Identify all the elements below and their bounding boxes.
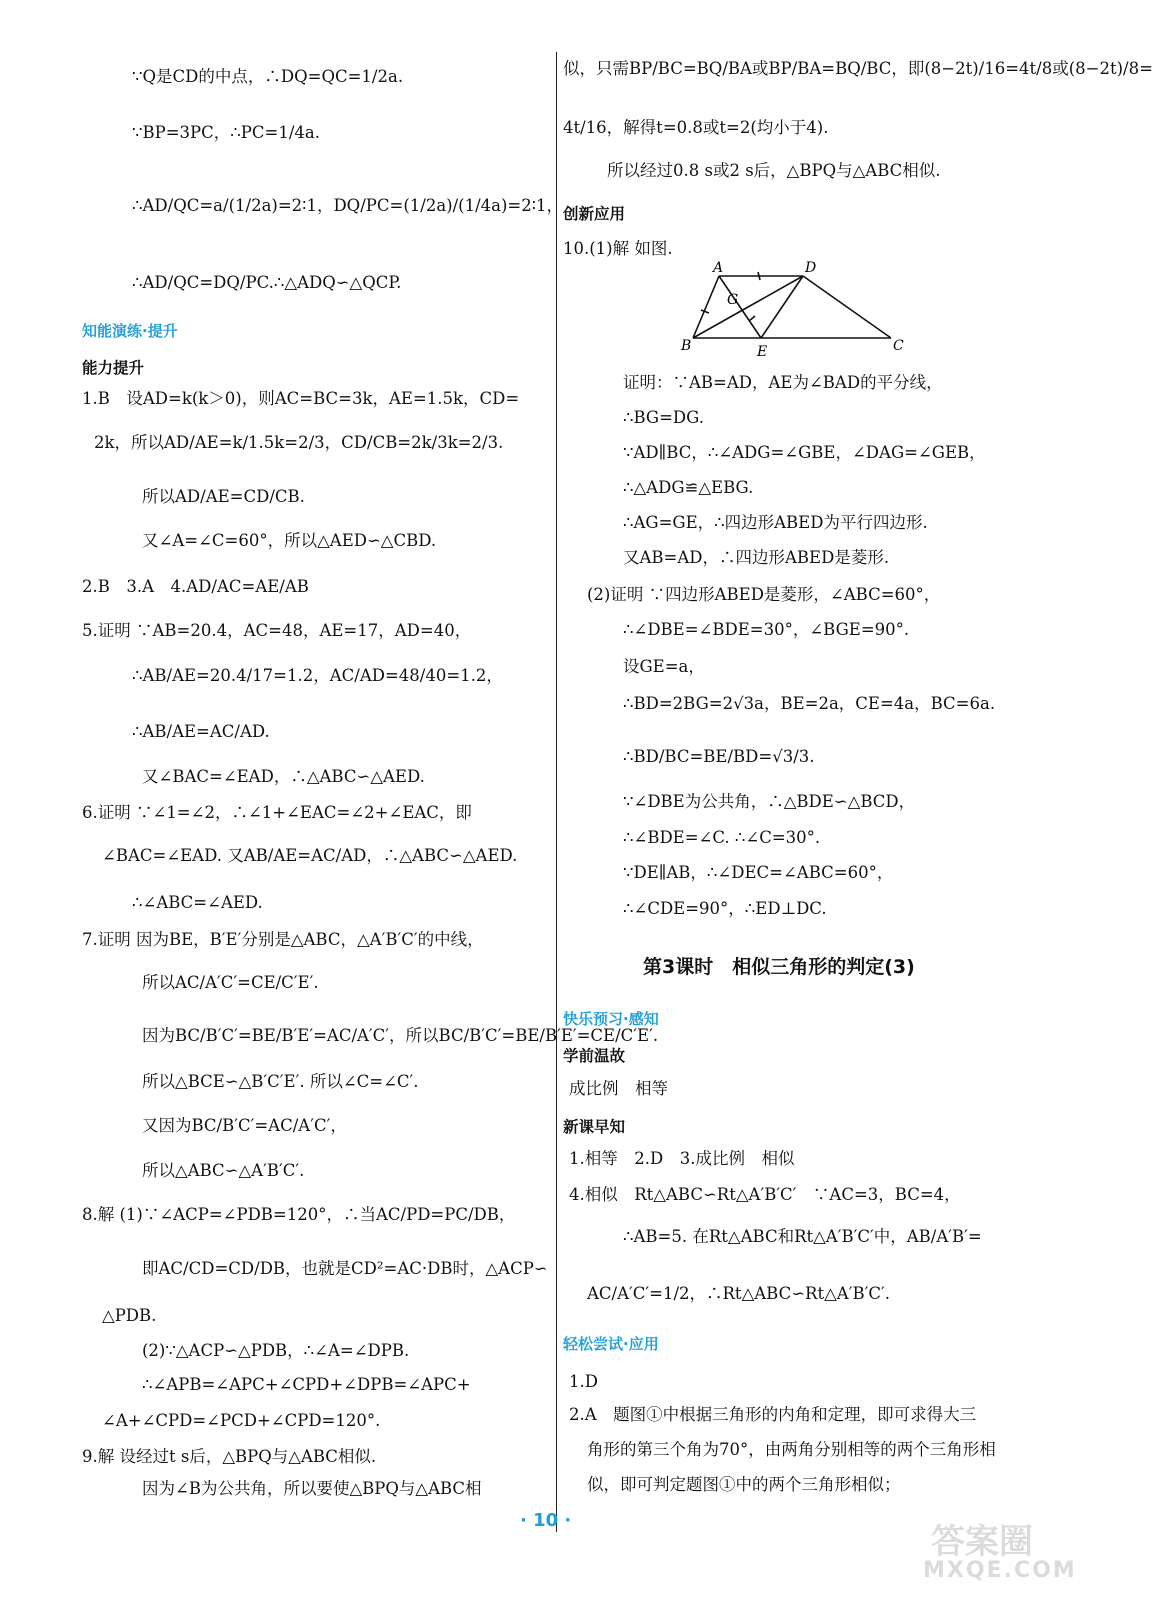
segment-ab xyxy=(693,276,719,338)
section-banner: 轻松尝试·应用 xyxy=(563,1335,659,1353)
label-b: B xyxy=(681,338,692,354)
text-line: 似，只需BP/BC=BQ/BA或BP/BA=BQ/BC，即(8−2t)/16=4t/8或(8−2t)/8= xyxy=(563,59,1153,78)
text-line: 1.B 设AD=k(k＞0)，则AC=BC=3k，AE=1.5k，CD= xyxy=(82,389,520,408)
text-line: ∴BG=DG. xyxy=(623,408,705,427)
subsection-heading: 能力提升 xyxy=(82,359,145,377)
text-line: ∠BAC=∠EAD. 又AB/AE=AC/AD，∴△ABC∽△AED. xyxy=(102,846,518,865)
text-line: ∴AB/AE=20.4/17=1.2，AC/AD=48/40=1.2， xyxy=(132,666,503,685)
text-line: 又∠A=∠C=60°，所以△AED∽△CBD. xyxy=(142,531,437,550)
section-banner: 知能演练·提升 xyxy=(82,322,178,340)
text-line: 4.相似 Rt△ABC∽Rt△A′B′C′ ∵AC=3，BC=4， xyxy=(569,1185,961,1204)
text-line: ∴AD/QC=DQ/PC.∴△ADQ∽△QCP. xyxy=(132,273,402,292)
text-line: ∴BD=2BG=2√3a，BE=2a，CE=4a，BC=6a. xyxy=(623,694,996,713)
text-line: ∴AB=5. 在Rt△ABC和Rt△A′B′C′中，AB/A′B′= xyxy=(623,1227,982,1246)
text-line: 因为BC/B′C′=BE/B′E′=AC/A′C′，所以BC/B′C′=BE/B′E′=CE/C′E′. xyxy=(142,1026,659,1045)
text-line: AC/A′C′=1/2，∴Rt△ABC∽Rt△A′B′C′. xyxy=(587,1284,890,1303)
text-line: 所以AD/AE=CD/CB. xyxy=(142,487,305,506)
label-a: A xyxy=(713,260,724,276)
text-line: ∴∠ABC=∠AED. xyxy=(132,893,263,912)
text-line: ∵DE∥AB，∴∠DEC=∠ABC=60°， xyxy=(623,863,894,882)
text-line: ∴BD/BC=BE/BD=√3/3. xyxy=(623,747,815,766)
text-line: (2)∵△ACP∽△PDB，∴∠A=∠DPB. xyxy=(142,1341,410,1360)
text-line: 所以经过0.8 s或2 s后，△BPQ与△ABC相似. xyxy=(607,161,941,180)
text-line: 似，即可判定题图①中的两个三角形相似； xyxy=(587,1475,901,1494)
text-line: 所以AC/A′C′=CE/C′E′. xyxy=(142,973,319,992)
text-line: ∴∠CDE=90°，∴ED⊥DC. xyxy=(623,899,827,918)
text-line: 所以△BCE∽△B′C′E′. 所以∠C=∠C′. xyxy=(142,1072,419,1091)
subsection-heading: 创新应用 xyxy=(563,205,626,223)
text-line: 2k，所以AD/AE=k/1.5k=2/3，CD/CB=2k/3k=2/3. xyxy=(94,433,504,452)
text-line: ∠A+∠CPD=∠PCD+∠CPD=120°. xyxy=(102,1411,381,1430)
text-line: (2)证明 ∵四边形ABED是菱形，∠ABC=60°， xyxy=(587,585,941,604)
column-divider xyxy=(556,52,557,1532)
text-line: ∴∠BDE=∠C. ∴∠C=30°. xyxy=(623,828,821,847)
text-line: 又∠BAC=∠EAD，∴△ABC∽△AED. xyxy=(142,767,425,786)
text-line: 9.解 设经过t s后，△BPQ与△ABC相似. xyxy=(82,1447,377,1466)
text-line: ∵AD∥BC，∴∠ADG=∠GBE，∠DAG=∠GEB， xyxy=(623,443,986,462)
text-line: ∴AD/QC=a/(1/2a)=2∶1，DQ/PC=(1/2a)/(1/4a)=2∶1， xyxy=(132,196,564,215)
segment-ae xyxy=(719,276,761,338)
section-banner: 快乐预习·感知 xyxy=(563,1010,659,1028)
text-line: 1.D xyxy=(569,1372,598,1391)
text-line: ∵Q是CD的中点，∴DQ=QC=1/2a. xyxy=(132,67,404,86)
text-line: 成比例 相等 xyxy=(569,1079,668,1098)
text-line: ∴AG=GE，∴四边形ABED为平行四边形. xyxy=(623,513,928,532)
lesson-title: 第3课时 相似三角形的判定(3) xyxy=(643,956,915,978)
text-line: 证明：∵AB=AD，AE为∠BAD的平分线， xyxy=(623,373,943,392)
text-line: 所以△ABC∽△A′B′C′. xyxy=(142,1161,305,1180)
subsection-heading: 新课早知 xyxy=(563,1118,626,1136)
text-line: 设GE=a， xyxy=(623,657,705,676)
segment-bd xyxy=(693,276,803,338)
text-line: 6.证明 ∵∠1=∠2，∴∠1+∠EAC=∠2+∠EAC，即 xyxy=(82,803,472,822)
text-line: ∵∠DBE为公共角，∴△BDE∽△BCD， xyxy=(623,792,916,811)
label-g: G xyxy=(727,292,739,308)
subsection-heading: 学前温故 xyxy=(563,1047,626,1065)
text-line: ∵BP=3PC，∴PC=1/4a. xyxy=(132,123,320,142)
text-line: 8.解 (1)∵∠ACP=∠PDB=120°，∴当AC/PD=PC/DB， xyxy=(82,1205,516,1224)
text-line: 即AC/CD=CD/DB，也就是CD²=AC·DB时，△ACP∽ xyxy=(142,1259,548,1278)
text-line: ∴∠DBE=∠BDE=30°，∠BGE=90°. xyxy=(623,620,910,639)
text-line: 角形的第三个角为70°，由两角分别相等的两个三角形相 xyxy=(587,1440,996,1459)
text-line: 7.证明 因为BE，B′E′分别是△ABC，△A′B′C′的中线， xyxy=(82,930,484,949)
text-line: ∴∠APB=∠APC+∠CPD+∠DPB=∠APC+ xyxy=(142,1375,471,1394)
text-line: 又AB=AD，∴四边形ABED是菱形. xyxy=(623,548,890,567)
segment-de xyxy=(761,276,803,338)
text-line: 2.A 题图①中根据三角形的内角和定理，即可求得大三 xyxy=(569,1405,977,1424)
label-c: C xyxy=(893,338,904,354)
text-line: 因为∠B为公共角，所以要使△BPQ与△ABC相 xyxy=(142,1479,482,1498)
text-line: 2.B 3.A 4.AD/AC=AE/AB xyxy=(82,577,309,596)
text-line: 10.(1)解 如图. xyxy=(563,239,673,258)
watermark-logo: 答案圈 MXQE.COM xyxy=(923,1522,1077,1583)
rhombus-figure xyxy=(673,258,903,358)
text-line: ∴AB/AE=AC/AD. xyxy=(132,722,270,741)
text-line: 4t/16，解得t=0.8或t=2(均小于4). xyxy=(563,118,829,137)
text-line: △PDB. xyxy=(102,1306,157,1325)
page-number: · 10 · xyxy=(520,1510,572,1531)
segment-dc xyxy=(803,276,891,338)
label-e: E xyxy=(757,344,768,360)
text-line: 1.相等 2.D 3.成比例 相似 xyxy=(569,1149,795,1168)
label-d: D xyxy=(805,260,817,276)
text-line: 5.证明 ∵AB=20.4，AC=48，AE=17，AD=40， xyxy=(82,621,472,640)
text-line: 又因为BC/B′C′=AC/A′C′， xyxy=(142,1116,347,1135)
text-line: ∴△ADG≌△EBG. xyxy=(623,478,754,497)
